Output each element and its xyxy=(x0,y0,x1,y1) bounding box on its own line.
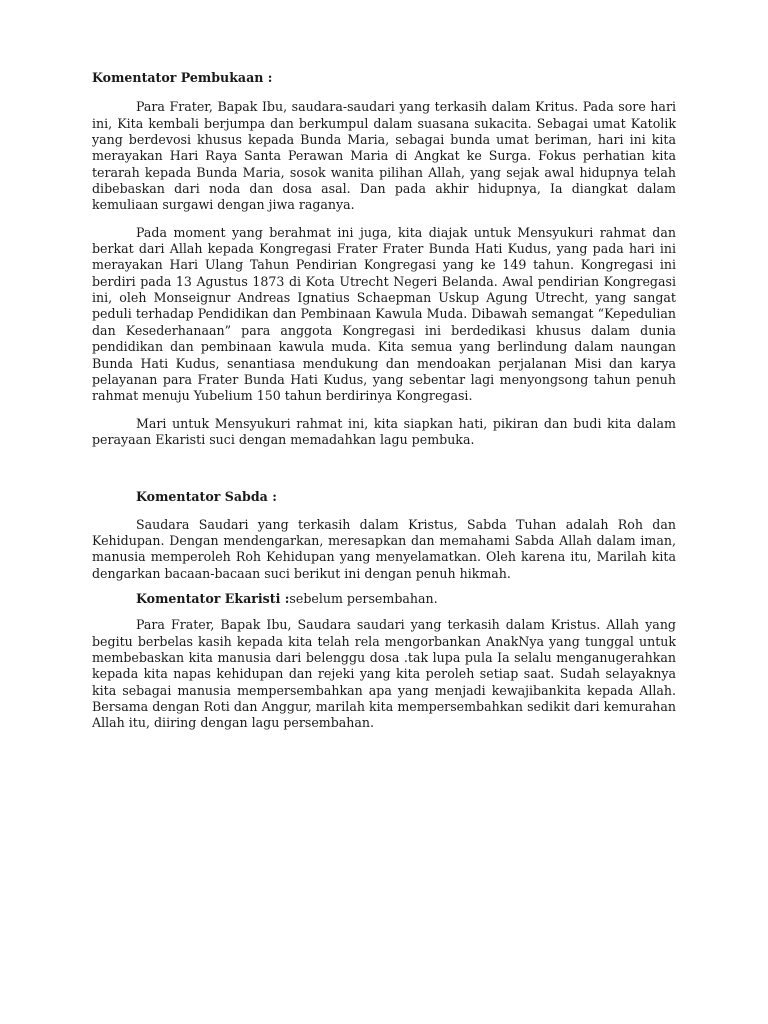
sabda-paragraph-1: Saudara Saudari yang terkasih dalam Kristus, Sabda Tuhan adalah Roh dan Kehidupan. Dengan mendengarkan, meresapkan dan memahami Sabda Allah dalam iman, manusia memperoleh Roh Kehidupan yang menyelamatkan. Oleh karena itu, Marilah kita dengarkan bacaan-bacaan suci berikut ini dengan penuh hikmah. xyxy=(92,516,676,581)
heading-komentator-ekaristi xyxy=(92,591,676,607)
pembukaan-paragraph-3: Mari untuk Mensyukuri rahmat ini, kita siapkan hati, pikiran dan budi kita dalam perayaan Ekaristi suci dengan memadahkan lagu pembuka. xyxy=(92,415,676,447)
heading-komentator-pembukaan: Komentator Pembukaan : xyxy=(92,70,273,85)
pembukaan-paragraph-2: Pada moment yang berahmat ini juga, kita diajak untuk Mensyukuri rahmat dan berkat dari Allah kepada Kongregasi Frater Frater Bunda Hati Kudus, yang pada hari ini merayakan Hari Ulang Tahun Pendirian Kongregasi yang ke 149 tahun. Kongregasi ini berdiri pada 13 Agustus 1873 di Kota Utrecht Negeri Belanda. Awal pendirian Kongregasi ini, oleh Monseignur Andreas Ignatius Schaepman Uskup Agung Utrecht, yang sangat peduli terhadap Pendidikan dan Pembinaan Kawula Muda. Dibawah semangat “Kepedulian dan Kesederhanaan” para anggota Kongregasi ini berdedikasi khusus dalam dunia pendidikan dan pembinaan kawula muda. Kita semua yang berlindung dalam naungan Bunda Hati Kudus, senantiasa mendukung dan mendoakan perjalanan Misi dan karya pelayanan para Frater Bunda Hati Kudus, yang sebentar lagi menyongsong tahun penuh rahmat menuju Yubelium 150 tahun berdirinya Kongregasi. xyxy=(92,224,676,404)
document-body xyxy=(92,70,676,732)
heading-komentator-sabda: Komentator Sabda : xyxy=(136,489,277,505)
pembukaan-paragraph-1: Para Frater, Bapak Ibu, saudara-saudari yang terkasih dalam Kritus. Pada sore hari ini, Kita kembali berjumpa dan berkumpul dalam suasana sukacita. Sebagai umat Katolik yang berdevosi khusus kepada Bunda Maria, sebagai bunda umat beriman, hari ini kita merayakan Hari Raya Santa Perawan Maria di Angkat ke Surga. Fokus perhatian kita terarah kepada Bunda Maria, sosok wanita pilihan Allah, yang sejak awal hidupnya telah dibebaskan dari noda dan dosa asal. Dan pada akhir hidupnya, Ia diangkat dalam kemuliaan surgawi dengan jiwa raganya. xyxy=(92,99,676,213)
ekaristi-heading-suffix: sebelum persembahan. xyxy=(289,590,438,606)
ekaristi-heading-label: Komentator Ekaristi : xyxy=(136,590,290,606)
ekaristi-paragraph-1: Para Frater, Bapak Ibu, Saudara saudari yang terkasih dalam Kristus. Allah yang begitu berbelas kasih kepada kita telah rela mengorbankan AnakNya yang tunggal untuk membebaskan kita manusia dari belenggu dosa .tak lupa pula Ia selalu menganugerahkan kepada kita napas kehidupan dan rejeki yang kita peroleh setiap saat. Sudah selayaknya kita sebagai manusia mempersembahkan apa yang menjadi kewajibankita kepada Allah. Bersama dengan Roti dan Anggur, marilah kita mempersembahkan sedikit dari kemurahan Allah itu, diiring dengan lagu persembahan. xyxy=(92,617,676,731)
